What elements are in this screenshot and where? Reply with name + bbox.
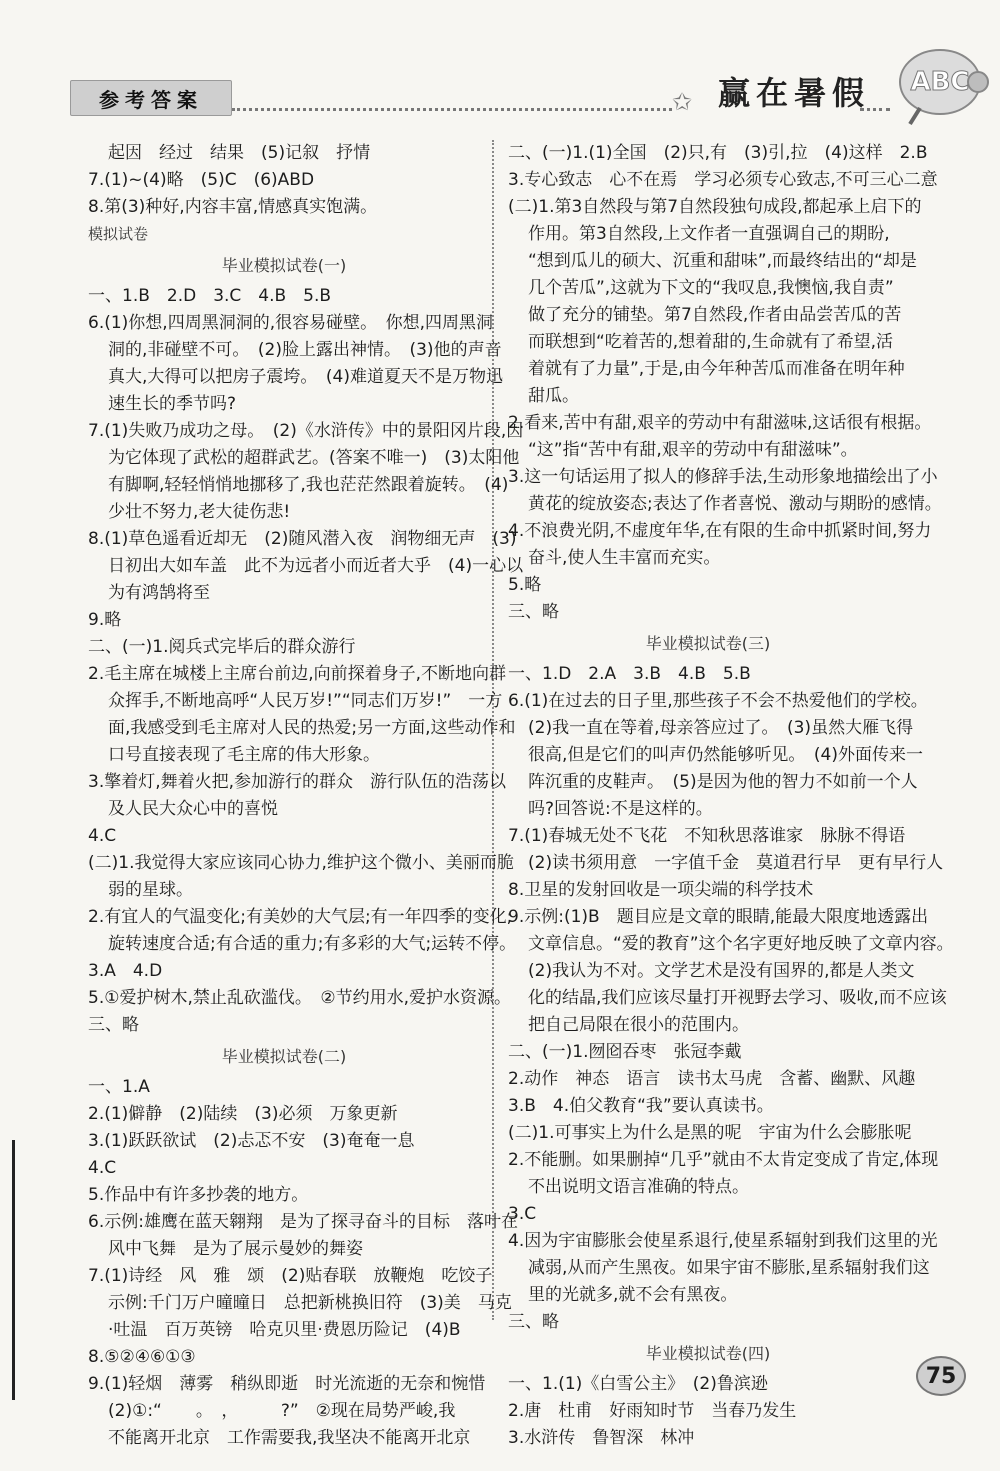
answer-line: 日初出大如车盖 此不为远者小而近者大乎 (4)一心以 (108, 556, 524, 576)
answer-line: 一、1.B 2.D 3.C 4.B 5.B (88, 286, 332, 306)
answer-line: 二、(一)1.囫囵吞枣 张冠李戴 (508, 1042, 742, 1062)
answer-line: 三、略 (508, 602, 559, 622)
answer-line: 奋斗,使人生丰富而充实。 (528, 548, 721, 568)
answer-line: 8.⑤②④⑥①③ (88, 1347, 196, 1367)
answer-line: 把自己局限在很小的范围内。 (528, 1015, 749, 1035)
answer-line: 二、(一)1.阅兵式完毕后的群众游行 (88, 637, 356, 657)
book-title: 赢在暑假 (718, 74, 871, 112)
answer-line: “这”指“苦中有甜,艰辛的劳动中有甜滋味”。 (528, 440, 858, 460)
answer-line: (2)我一直在等着,母亲答应过了。 (3)虽然大雁飞得 (528, 718, 914, 738)
answer-line: 很高,但是它们的叫声仍然能够听见。 (4)外面传来一 (528, 745, 923, 765)
answer-line: 洞的,非碰壁不可。 (2)脸上露出神情。 (3)他的声音 (108, 340, 502, 360)
answer-line: 做了充分的铺垫。第7自然段,作者由品尝苦瓜的苦 (528, 305, 902, 325)
answer-line: 真大,大得可以把房子震垮。 (4)难道夏天不是万物迅 (108, 367, 503, 387)
answer-line: 化的结晶,我们应该尽量打开视野去学习、吸收,而不应该 (528, 988, 947, 1008)
answer-line: “想到瓜儿的硕大、沉重和甜味”,而最终结出的“却是 (528, 251, 917, 271)
answer-line: 8.(1)草色遥看近却无 (2)随风潜入夜 润物细无声 (3) (88, 529, 517, 549)
answer-line: 3.(1)跃跃欲试 (2)忐忑不安 (3)奄奄一息 (88, 1131, 415, 1151)
answer-line: 而联想到“吃着苦的,想着甜的,生命就有了希望,活 (528, 332, 894, 352)
abc-logo-icon (890, 42, 990, 132)
answer-line: 7.(1)诗经 风 雅 颂 (2)贴春联 放鞭炮 吃饺子 (88, 1266, 493, 1286)
answer-line: 一、1.(1)《白雪公主》 (2)鲁滨逊 (508, 1374, 768, 1394)
answer-line: 6.示例:雄鹰在蓝天翱翔 是为了探寻奋斗的目标 落叶在 (88, 1212, 518, 1232)
answers-tab-label: 参考答案 (70, 80, 232, 116)
answer-line: 4.C (88, 1158, 117, 1178)
answer-line: (二)1.我觉得大家应该同心协力,维护这个微小、美丽而脆 (88, 853, 514, 873)
answer-line: 2.看来,苦中有甜,艰辛的劳动中有甜滋味,这话很有根据。 (508, 413, 932, 433)
answer-line: 3.擎着灯,舞着火把,参加游行的群众 游行队伍的浩荡以 (88, 772, 507, 792)
answer-line: 5.作品中有许多抄袭的地方。 (88, 1185, 309, 1205)
answer-line: 阵沉重的皮鞋声。 (5)是因为他的智力不如前一个人 (528, 772, 918, 792)
answer-line: (2)读书须用意 一字值千金 莫道君行早 更有早行人 (528, 853, 944, 873)
answer-line: 5.略 (508, 575, 542, 595)
answer-line: (2)我认为不对。文学艺术是没有国界的,都是人类文 (528, 961, 915, 981)
answer-line: 8.第(3)种好,内容丰富,情感真实饱满。 (88, 197, 378, 217)
answer-line: 三、略 (508, 1312, 559, 1332)
answer-line: 2.动作 神态 语言 读书太马虎 含蓄、幽默、风趣 (508, 1069, 916, 1089)
answer-line: 作用。第3自然段,上文作者一直强调自己的期盼, (528, 224, 890, 244)
answer-line: 甜瓜。 (528, 386, 579, 406)
answer-line: 3.专心致志 心不在焉 学习必须专心致志,不可三心二意 (508, 170, 938, 190)
answer-line: 吗?回答说:不是这样的。 (528, 799, 713, 819)
answer-line: 不能离开北京 工作需要我,我坚决不能离开北京 (108, 1428, 471, 1448)
answer-line: 起因 经过 结果 (5)记叙 抒情 (108, 143, 371, 163)
answer-line: 风中飞舞 是为了展示曼妙的舞姿 (108, 1239, 363, 1259)
answer-line: 5.①爱护树木,禁止乱砍滥伐。 ②节约用水,爱护水资源。 (88, 988, 512, 1008)
answer-line: 弱的星球。 (108, 880, 193, 900)
answer-line: (二)1.第3自然段与第7自然段独句成段,都起承上启下的 (508, 197, 922, 217)
answer-line: 文章信息。“爱的教育”这个名字更好地反映了文章内容。 (528, 934, 954, 954)
answer-line: 口号直接表现了毛主席的伟大形象。 (108, 745, 380, 765)
answer-line: 不出说明文语言准确的特点。 (528, 1177, 749, 1197)
binding-edge-mark (12, 1140, 15, 1400)
answer-line: 2.(1)僻静 (2)陆续 (3)必须 万象更新 (88, 1104, 398, 1124)
section-heading: 毕业模拟试卷(四) (645, 1344, 771, 1363)
answer-line: (2)①:“ 。 ， ?” ②现在局势严峻,我 (108, 1401, 456, 1421)
answer-line: 及人民大众心中的喜悦 (108, 799, 278, 819)
answer-line: 面,我感受到毛主席对人民的热爱;另一方面,这些动作和 (108, 718, 516, 738)
answer-line: 7.(1)春城无处不飞花 不知秋思落谁家 脉脉不得语 (508, 826, 906, 846)
answer-line: 着就有了力量”,于是,由今年种苦瓜而准备在明年种 (528, 359, 905, 379)
answer-line: 为有鸿鹄将至 (108, 583, 210, 603)
answer-line: 减弱,从而产生黑夜。如果宇宙不膨胀,星系辐射我们这 (528, 1258, 930, 1278)
section-heading: 毕业模拟试卷(二) (221, 1047, 347, 1066)
star-icon: ✩ (672, 88, 693, 116)
answer-line: 3.C (508, 1204, 537, 1224)
answer-line: 3.A 4.D (88, 961, 163, 981)
answer-line: 速生长的季节吗? (108, 394, 237, 414)
answer-line: 为它体现了武松的超群武艺。(答案不唯一) (3)太阳他 (108, 448, 520, 468)
answer-line: (二)1.可事实上为什么是黑的呢 宇宙为什么会膨胀呢 (508, 1123, 912, 1143)
section-label: 模拟试卷 (88, 225, 149, 243)
answer-line: 7.(1)~(4)略 (5)C (6)ABD (88, 170, 315, 190)
answer-line: 9.示例:(1)B 题目应是文章的眼睛,能最大限度地透露出 (508, 907, 929, 927)
answer-line: 里的光就多,就不会有黑夜。 (528, 1285, 738, 1305)
answer-line: 3.水浒传 鲁智深 林冲 (508, 1428, 695, 1448)
section-heading: 毕业模拟试卷(三) (645, 634, 771, 653)
answer-line: 几个苦瓜”,这就为下文的“我叹息,我懊恼,我自责” (528, 278, 894, 298)
answer-line: 3.这一句话运用了拟人的修辞手法,生动形象地描绘出了小 (508, 467, 938, 487)
section-heading: 毕业模拟试卷(一) (221, 256, 347, 275)
answer-line: 黄花的绽放姿态;表达了作者喜悦、激动与期盼的感情。 (528, 494, 942, 514)
header-dotted-rule-end (860, 108, 890, 111)
answer-line: 示例:千门万户曈曈日 总把新桃换旧符 (3)美 马克 (108, 1293, 512, 1313)
answer-line: 3.B 4.伯父教育“我”要认真读书。 (508, 1096, 774, 1116)
answer-line: 6.(1)你想,四周黑洞洞的,很容易碰壁。 你想,四周黑洞 (88, 313, 494, 333)
answer-line: 4.不浪费光阴,不虚度年华,在有限的生命中抓紧时间,努力 (508, 521, 932, 541)
answer-line: 一、1.D 2.A 3.B 4.B 5.B (508, 664, 751, 684)
answer-line: 2.有宜人的气温变化;有美妙的大气层;有一年四季的变化; (88, 907, 513, 927)
answer-line: 二、(一)1.(1)全国 (2)只,有 (3)引,拉 (4)这样 2.B (508, 143, 928, 163)
answer-line: 6.(1)在过去的日子里,那些孩子不会不热爱他们的学校。 (508, 691, 928, 711)
left-answer-column (88, 140, 524, 1452)
answer-line: ·吐温 百万英镑 哈克贝里·费恩历险记 (4)B (108, 1320, 461, 1340)
answer-line: 7.(1)失败乃成功之母。 (2)《水浒传》中的景阳冈片段,因 (88, 421, 524, 441)
answer-line: 2.唐 杜甫 好雨知时节 当春乃发生 (508, 1401, 797, 1421)
answer-line: 有脚啊,轻轻悄悄地挪移了,我也茫茫然跟着旋转。 (4) (108, 475, 509, 495)
answer-line: 9.略 (88, 610, 122, 630)
answer-line: 少壮不努力,老大徒伤悲! (108, 502, 291, 522)
answer-line: 4.因为宇宙膨胀会使星系退行,使星系辐射到我们这里的光 (508, 1231, 938, 1251)
answer-line: 2.毛主席在城楼上主席台前边,向前探着身子,不断地向群 (88, 664, 507, 684)
answer-line: 2.不能删。如果删掉“几乎”就由不太肯定变成了肯定,体现 (508, 1150, 939, 1170)
answer-line: 9.(1)轻烟 薄雾 稍纵即逝 时光流逝的无奈和惋惜 (88, 1374, 486, 1394)
logo-text: ABC (910, 67, 970, 97)
page-number: 75 (916, 1356, 966, 1396)
answer-line: 众挥手,不断地高呼“人民万岁!”“同志们万岁!” 一方 (108, 691, 503, 711)
answer-line: 三、略 (88, 1015, 139, 1035)
page-header (0, 0, 1000, 120)
answer-line: 8.卫星的发射回收是一项尖端的科学技术 (508, 880, 814, 900)
header-dotted-rule (232, 108, 672, 111)
answer-line: 4.C (88, 826, 117, 846)
answer-line: 旋转速度合适;有合适的重力;有多彩的大气;运转不停。 (108, 934, 517, 954)
answer-line: 一、1.A (88, 1077, 150, 1097)
